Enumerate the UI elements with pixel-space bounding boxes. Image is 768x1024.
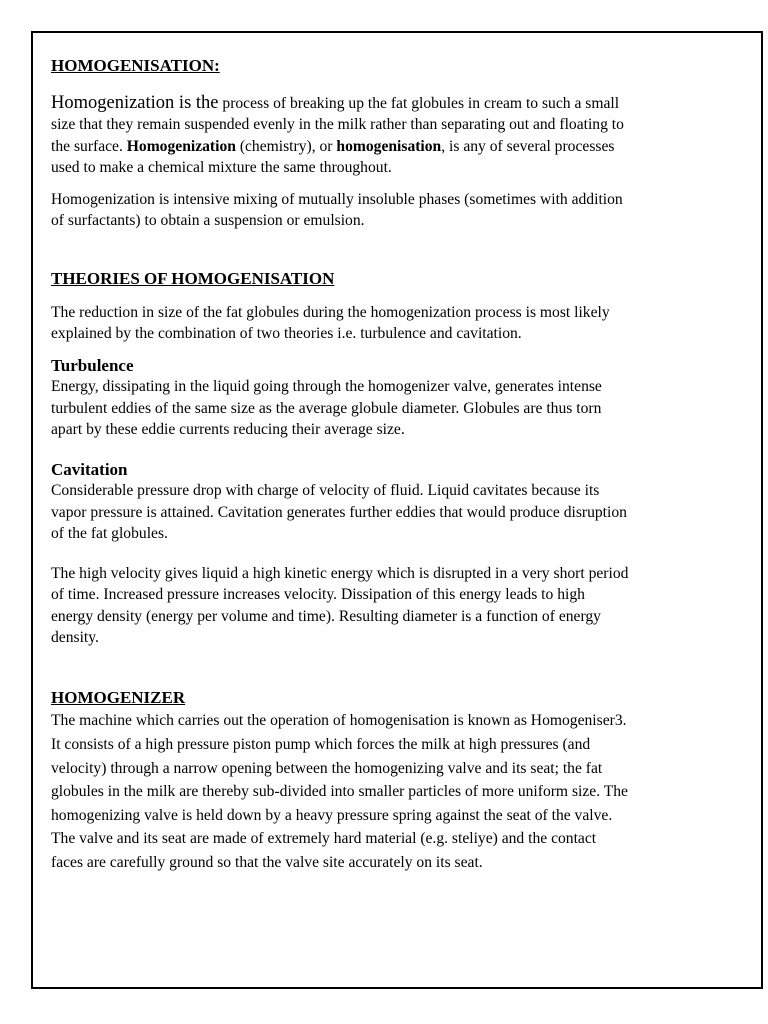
kinetic-energy-paragraph: The high velocity gives liquid a high kinetic energy which is disrupted in a very short period of time. Increased pressure increases velocity. Dissipation of this energy leads to high energy density (energy per volume and time). Resulting diameter is a function of energy density. xyxy=(51,565,629,647)
intro-paragraph xyxy=(51,93,711,178)
cavitation-paragraph: Considerable pressure drop with charge of velocity of fluid. Liquid cavitates because its vapor pressure is attained. Cavitation generates further eddies that would produce disruption of the fat globules. xyxy=(51,482,627,542)
intro-line-4: used to make a chemical mixture the same throughout. xyxy=(51,158,392,176)
intro-line-3: the surface. Homogenization (chemistry), or homogenisation, is any of several processes xyxy=(51,137,615,155)
heading-turbulence: Turbulence xyxy=(51,356,134,376)
heading-homogenisation: HOMOGENISATION: xyxy=(51,56,220,75)
document-body xyxy=(51,56,711,875)
intro-line-1: Homogenization is the process of breaking up the fat globules in cream to such a small xyxy=(51,93,620,113)
term-homogenisation: homogenisation xyxy=(336,137,442,155)
homogenizer-paragraph: The machine which carries out the operation of homogenisation is known as Homogeniser3. It consists of a high pressure piston pump which forces the milk at high pressures (and velocity) through a narrow opening between the homogenizing valve and its seat; the fat globules in the milk are thereby sub-divided into smaller particles of more uniform size. The homogenizing valve is held down by a heavy pressure spring against the seat of the valve. The valve and its seat are made of extremely hard material (e.g. steliye) and the contact faces are carefully ground so that the valve site accurately on its seat. xyxy=(51,712,628,871)
mixing-paragraph: Homogenization is intensive mixing of mutually insoluble phases (sometimes with addition of surfactants) to obtain a suspension or emulsion. xyxy=(51,191,623,230)
theories-paragraph: The reduction in size of the fat globules during the homogenization process is most likely explained by the combination of two theories i.e. turbulence and cavitation. xyxy=(51,303,610,343)
intro-lead: Homogenization is the xyxy=(51,93,219,113)
turbulence-paragraph: Energy, dissipating in the liquid going through the homogenizer valve, generates intense turbulent eddies of the same size as the average globule diameter. Globules are thus torn apart by these eddie currents reducing their average size. xyxy=(51,378,602,438)
heading-theories: THEORIES OF HOMOGENISATION xyxy=(51,268,335,288)
heading-cavitation: Cavitation xyxy=(51,460,128,480)
intro-line-2: size that they remain suspended evenly in the milk rather than separating out and floating to xyxy=(51,116,624,134)
heading-homogenizer: HOMOGENIZER xyxy=(51,688,186,708)
term-homogenization: Homogenization xyxy=(126,137,236,155)
